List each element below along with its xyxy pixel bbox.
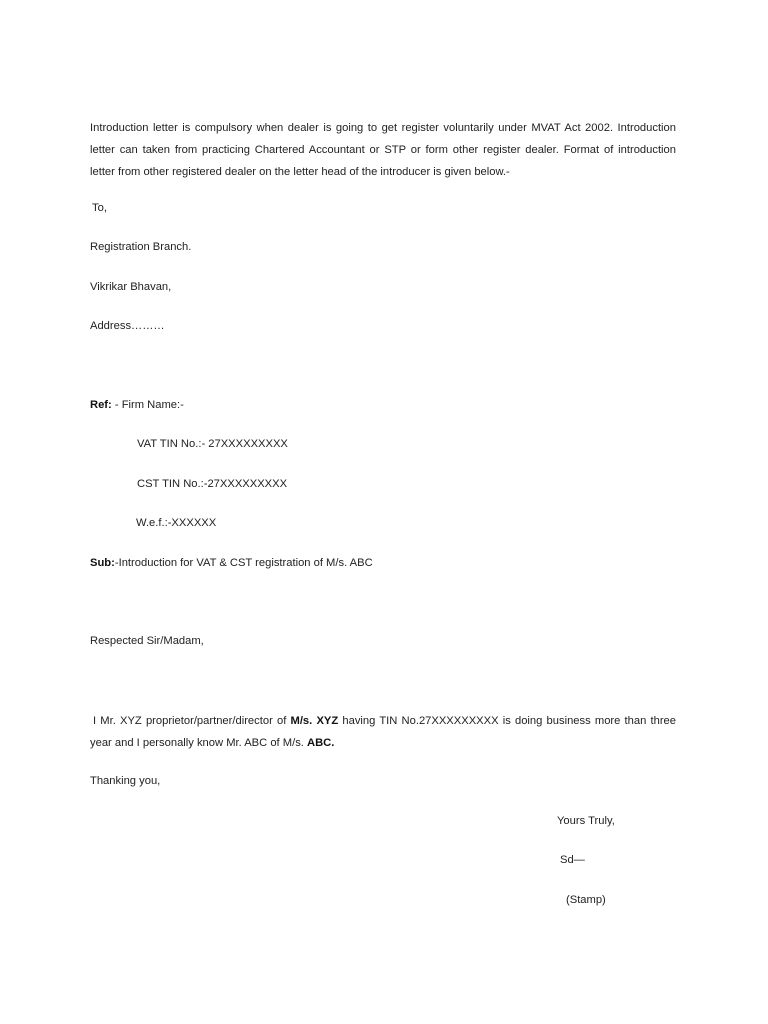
intro-line-1: Introduction letter is compulsory when dealer is going to get register voluntarily under MVAT Act 2002. Introduction bbox=[90, 122, 676, 134]
intro-line-2: letter can taken from practicing Chartered Accountant or STP or form other register dealer. Format of introduction bbox=[90, 144, 676, 156]
ref-line bbox=[90, 398, 184, 412]
intro-paragraph bbox=[90, 117, 676, 183]
to-line: To, bbox=[92, 202, 107, 214]
yours-truly: Yours Truly, bbox=[557, 815, 615, 827]
body-part-1: I Mr. XYZ proprietor/partner/director of bbox=[93, 715, 291, 727]
body-paragraph bbox=[90, 710, 676, 754]
signature-sd: Sd— bbox=[560, 854, 585, 866]
registration-branch: Registration Branch. bbox=[90, 241, 192, 253]
intro-line-3: letter from other registered dealer on the letter head of the introducer is given below.- bbox=[90, 166, 510, 178]
body-line-1 bbox=[90, 710, 676, 732]
salutation: Respected Sir/Madam, bbox=[90, 635, 204, 647]
body-firm-bold: M/s. XYZ bbox=[290, 715, 339, 727]
body-part-3: year and I personally know Mr. ABC of M/s. bbox=[90, 737, 308, 749]
stamp-label: (Stamp) bbox=[566, 894, 606, 906]
body-part-2: having TIN No.27XXXXXXXXX is doing business more than three bbox=[338, 715, 677, 727]
ref-label: Ref: bbox=[90, 399, 112, 411]
subject-label: Sub: bbox=[90, 557, 115, 569]
wef-date: W.e.f.:-XXXXXX bbox=[136, 517, 217, 529]
address-line: Address……… bbox=[90, 320, 165, 332]
building-name: Vikrikar Bhavan, bbox=[90, 281, 172, 293]
thanking-you: Thanking you, bbox=[90, 775, 161, 787]
firm-name: - Firm Name:- bbox=[111, 399, 184, 411]
subject-line bbox=[90, 556, 373, 570]
vat-tin: VAT TIN No.:- 27XXXXXXXXX bbox=[137, 438, 288, 450]
subject-text: -Introduction for VAT & CST registration of M/s. ABC bbox=[114, 557, 373, 569]
body-abc-bold: ABC. bbox=[307, 737, 335, 749]
body-line-2 bbox=[90, 732, 676, 754]
cst-tin: CST TIN No.:-27XXXXXXXXX bbox=[137, 478, 288, 490]
